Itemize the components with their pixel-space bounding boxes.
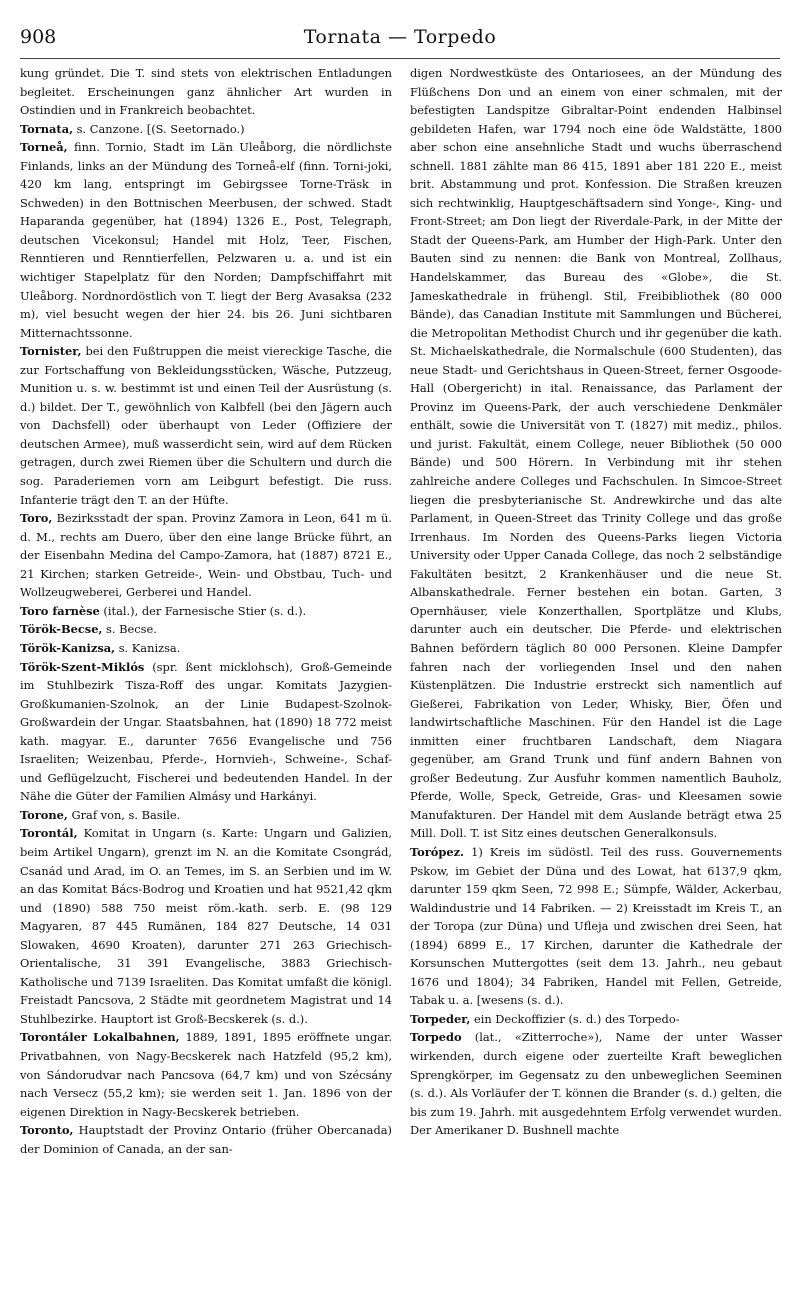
entry-paragraph: Torneå, finn. Tornio, Stadt im Län Uleåborg, die nördlichste Finlands, links an der Mündung des Torneå-elf (finn. Torni-joki, 420 km lang, entspringt im Gebirgssee Torne-Träsk in Schweden) in den Bottnischen Meerbusen, der schwed. Stadt Haparanda gegenüber, hat (1894) 1326 E., Post, Telegraph, deutschen Vicekonsul; Handel mit Holz, Teer, Fischen, Renntieren und Renntierfellen, Pelzwaren u. a. und ist ein wichtiger Stapelplatz für den Norden; Dampfschiffahrt mit Uleåborg. Nordnordöstlich von T. liegt der Berg Avasaksa (232 m), viel besucht wegen der hier 24. bis 26. Juni sichtbaren Mitternachtssonne.: [20, 140, 392, 340]
entry-paragraph: Torontáler Lokalbahnen, 1889, 1891, 1895 eröffnete ungar. Privatbahnen, von Nagy-Becskerek nach Hatzfeld (95,2 km), von Sándorudvar nach Pancsova (64,7 km) und von Szécsány nach Versecz (55,2 km); sie werden seit 1. Jan. 1896 von der eigenen Direktion in Nagy-Becskerek betrieben.: [20, 1030, 392, 1119]
headword: Török-Becse,: [20, 622, 103, 637]
right-column: [410, 64, 782, 1296]
headword: Török-Kanizsa,: [20, 640, 116, 655]
headword: Torone,: [20, 807, 68, 822]
headword: Torpedo: [410, 1030, 462, 1045]
headword: Tornata,: [20, 121, 74, 136]
headword: Toro farnèse: [20, 603, 100, 618]
entry-paragraph: Török-Szent-Miklós (spr. ßent micklohsch), Groß-Gemeinde im Stuhlbezirk Tisza-Roff des ungar. Komitats Jazygien-Großkumanien-Szolnok, an der Linie Budapest-Szolnok-Großwardein der Ungar. Staatsbahnen, hat (1890) 18 772 meist kath. magyar. E., darunter 7656 Evangelische und 756 Israeliten; Weizenbau, Pferde-, Hornvieh-, Schweine-, Schaf- und Geflügelzucht, Fischerei und bedeutenden Handel. In der Nähe die Güter der Familien Almásy und Harkányi.: [20, 659, 392, 804]
headword: Toronto,: [20, 1123, 74, 1138]
headword: Torópez.: [410, 844, 465, 859]
headword: Torontál,: [20, 826, 78, 841]
entry-paragraph: Torpeder, ein Deckoffizier (s. d.) des Torpedo-: [410, 1011, 680, 1026]
entry-paragraph: Torpedo (lat., «Zitterroche»), Name der unter Wasser wirkenden, durch eigene oder zuerteilte Kraft beweglichen Sprengkörper, im Gegensatz zu den unbeweglichen Seeminen (s. d.). Als Vorläufer der T. können die Brander (s. d.) gelten, die bis zum 19. Jahrh. mit ausgedehntem Erfolg verwendet wurden. Der Amerikaner D. Bushnell machte: [410, 1030, 782, 1138]
entry-paragraph: Török-Becse, s. Becse.: [20, 622, 157, 637]
page-header: [20, 26, 780, 58]
entry-paragraph: Török-Kanizsa, s. Kanizsa.: [20, 640, 181, 655]
entry-paragraph: Torone, Graf von, s. Basile.: [20, 807, 181, 822]
entry-paragraph: Tornata, s. Canzone. [(S. Seetornado.): [20, 121, 245, 136]
entry-paragraph: Tornister, bei den Fußtruppen die meist viereckige Tasche, die zur Fortschaffung von Bekleidungsstücken, Wäsche, Putzzeug, Munition u. s. w. bestimmt ist und einen Teil der Ausrüstung (s. d.) bildet. Der T., gewöhnlich von Kalbfell (bei den Jägern auch von Dachsfell) oder überhaupt von Leder (Offiziere der deutschen Armee), muß wasserdicht sein, wird auf dem Rücken getragen, durch zwei Riemen über die Schultern und durch die sog. Paraderiemen vorn am Leibgurt befestigt. Die russ. Infanterie trägt den T. an der Hüfte.: [20, 344, 392, 507]
left-column: [20, 64, 392, 1296]
headword: Torpeder,: [410, 1011, 471, 1026]
headword: Tornister,: [20, 344, 82, 359]
entry-paragraph: Toro, Bezirksstadt der span. Provinz Zamora in Leon, 641 m ü. d. M., rechts am Duero, über den eine lange Brücke führt, an der Eisenbahn Medina del Campo-Zamora, hat (1887) 8721 E., 21 Kirchen; starken Getreide-, Wein- und Obstbau, Tuch- und Wollzeugweberei, Gerberei und Handel.: [20, 511, 392, 600]
page-number: 908: [20, 26, 57, 48]
entry-paragraph: Torontál, Komitat in Ungarn (s. Karte: Ungarn und Galizien, beim Artikel Ungarn), grenzt im N. an die Komitate Csongrád, Csanád und Arad, im O. an Temes, im S. an Serbien und im W. an das Komitat Bács-Bodrog und Kroatien und hat 9521,42 qkm und (1890) 588 750 meist röm.-kath. serb. E. (98 129 Magyaren, 87 445 Rumänen, 184 827 Deutsche, 14 031 Slowaken, 4690 Kroaten), darunter 271 263 Griechisch-Orientalische, 31 391 Evangelische, 3883 Griechisch-Katholische und 7139 Israeliten. Das Komitat umfaßt die königl. Freistadt Pancsova, 2 Städte mit geordnetem Magistrat und 14 Stuhlbezirke. Hauptort ist Groß-Becskerek (s. d.).: [20, 826, 392, 1026]
headword: Torontáler Lokalbahnen,: [20, 1030, 180, 1045]
headword: Török-Szent-Miklós: [20, 659, 145, 674]
entry-paragraph: digen Nordwestküste des Ontariosees, an der Mündung des Flüßchens Don und an einem von einer schmalen, mit der befestigten Landspitze Gibraltar-Point endenden Halbinsel gebildeten Hafen, war 1794 noch eine öde Waldstätte, 1800 aber schon eine ansehnliche Stadt und wuchs überraschend schnell. 1881 zählte man 86 415, 1891 aber 181 220 E., meist brit. Abstammung und prot. Konfession. Die Straßen kreuzen sich rechtwinklig, Hauptgeschäftsadern sind Yonge-, King- und Front-Street; am Don liegt der Riverdale-Park, in der Mitte der Stadt der Queens-Park, am Humber der High-Park. Unter den Bauten sind zu nennen: die Bank von Montreal, Zollhaus, Handelskammer, das Bureau des «Globe», die St. Jameskathedrale in frühengl. Stil, Freibibliothek (80 000 Bände), das Canadian Institute mit Sammlungen und Bücherei, die Metropolitan Methodist Church und ihr gegenüber die kath. St. Michaelskathedrale, die Normalschule (600 Studenten), das neue Stadt- und Gerichtshaus in Queen-Street, ferner Osgoode-Hall (Obergericht) in ital. Renaissance, das Parlament der Provinz im Queens-Park, der auch verschiedene Denkmäler enthält, sowie die Universität von T. (1827) mit mediz., philos. und jurist. Fakultät, einem College, neuer Bibliothek (50 000 Bände) und 500 Hörern. In Verbindung mit ihr stehen zahlreiche andere Colleges und Fachschulen. In Simcoe-Street liegen die presbyterianische St. Andrewkirche und das alte Parlament, in Queen-Street das Trinity College und das große Irrenhaus. Im Norden des Queens-Parks liegen Victoria University oder Upper Canada College, das noch 2 selbständige Fakultäten besitzt, 2 Krankenhäuser und die neue St. Albanskathedrale. Ferner bestehen ein botan. Garten, 3 Opernhäuser, viele Konzerthallen, Sportplätze und Klubs, darunter auch ein deutscher. Die Pferde- und elektrischen Bahnen befördern täglich 80 000 Personen. Kleine Dampfer fahren nach der vorliegenden Insel und den nahen Küstenplätzen. Die Industrie erstreckt sich namentlich auf Gießerei, Fabrikation von Leder, Whisky, Bier, Öfen und landwirtschaftliche Maschinen. Für den Handel ist die Lage inmitten einer fruchtbaren Landschaft, dem Niagara gegenüber, am Grand Trunk und fünf andern Bahnen von großer Bedeutung. Zur Ausfuhr kommen namentlich Bauholz, Pferde, Wolle, Speck, Getreide, Gras- und Kleesamen sowie Manufakturen. Der Handel mit dem Auslande beträgt etwa 25 Mill. Doll. T. ist Sitz eines deutschen Generalkonsuls.: [410, 66, 782, 841]
entry-paragraph: Toronto, Hauptstadt der Provinz Ontario (früher Obercanada) der Dominion of Canada, an der san-: [20, 1123, 392, 1156]
running-head: Tornata — Torpedo: [303, 26, 497, 48]
headword: Toro,: [20, 511, 53, 526]
headword: Torneå,: [20, 140, 68, 155]
entry-paragraph: kung gründet. Die T. sind stets von elektrischen Entladungen begleitet. Erscheinungen ganz ähnlicher Art wurden in Ostindien und in Frankreich beobachtet.: [20, 66, 392, 118]
entry-paragraph: Torópez. 1) Kreis im südöstl. Teil des russ. Gouvernements Pskow, im Gebiet der Düna und des Lowat, hat 6137,9 qkm, darunter 159 qkm Seen, 72 998 E.; Sümpfe, Wälder, Ackerbau, Waldindustrie und 14 Fabriken. — 2) Kreisstadt im Kreis T., an der Toropa (zur Düna) und Ufleja und zwischen drei Seen, hat (1894) 6899 E., 17 Kirchen, darunter die Kathedrale der Korsunschen Muttergottes (seit dem 13. Jahrh., neu gebaut 1676 und 1804); 34 Fabriken, Handel mit Fellen, Getreide, Tabak u. a. [wesens (s. d.).: [410, 844, 782, 1008]
entry-paragraph: Toro farnèse (ital.), der Farnesische Stier (s. d.).: [20, 603, 307, 618]
header-rule: [20, 58, 780, 59]
